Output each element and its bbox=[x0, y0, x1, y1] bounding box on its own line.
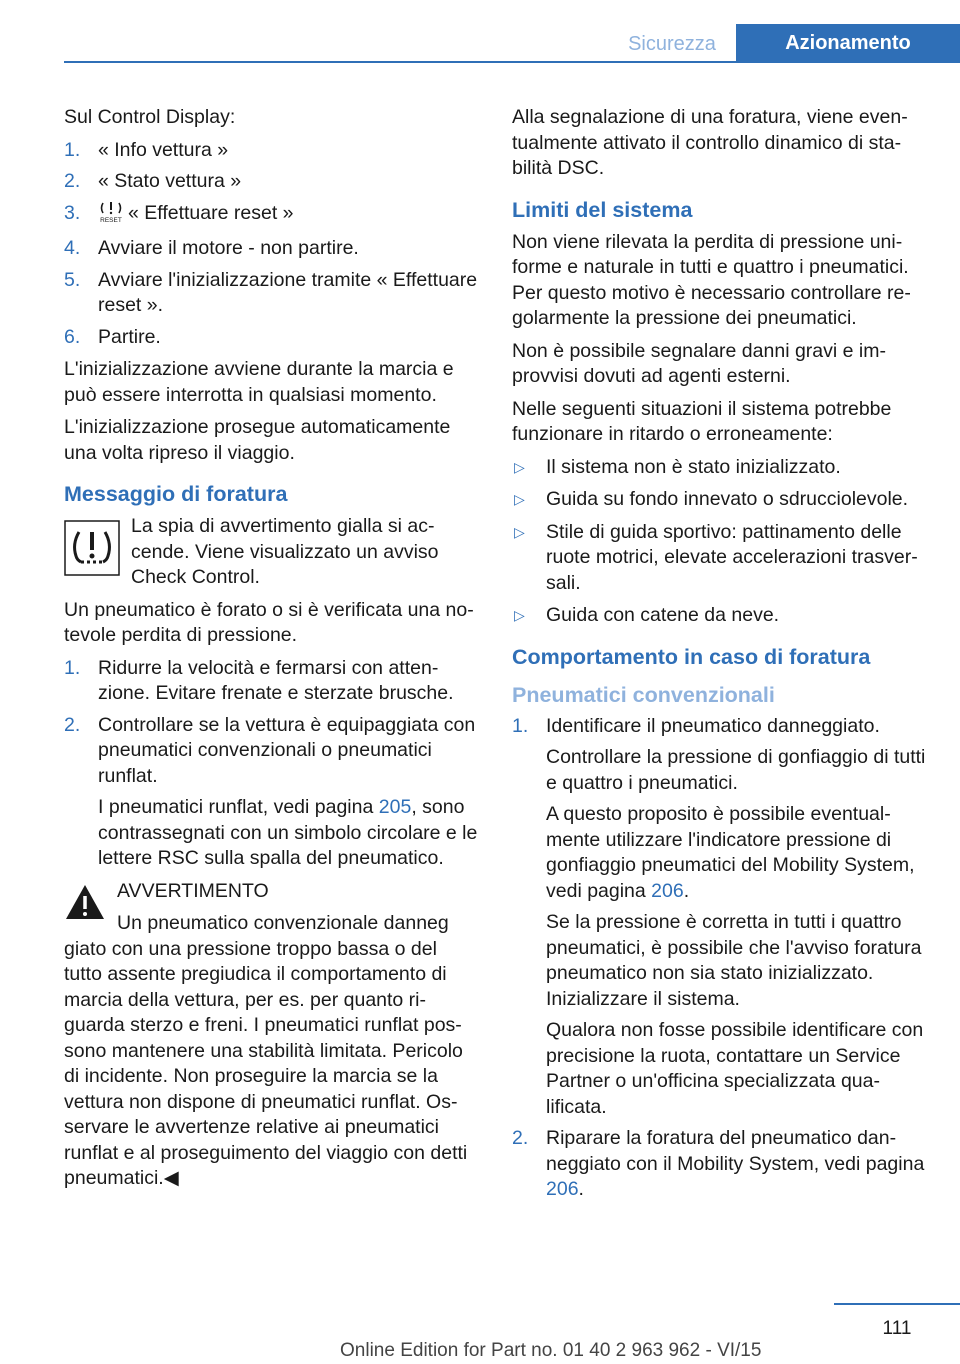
limits-list bbox=[512, 455, 928, 629]
paragraph: L'inizializzazione prosegue automaticamente una volta ripreso il viaggio. bbox=[64, 416, 451, 464]
warning-text-continued: giato con una pressione troppo bassa o del tutto assente pregiudica il comportamento di marcia della vettura, per es. per quanto riguarda sterzo e freni. I pneumatici runflat possono mantenere una stabilità limitata. Pericolo di incidente. Non proseguire la marcia se la vettura non dispone di pneumatici runflat. Osservare le avvertenze relative ai pneumatici runflat e al proseguimento del viaggio con detti pneumatici.◀ bbox=[64, 937, 468, 1189]
triangle-bullet-icon: ▷ bbox=[514, 607, 525, 623]
list-item: ▷ Guida con catene da neve. bbox=[512, 603, 928, 629]
list-item: 5. Avviare l'inizializzazione tramite « Effettuare reset ». bbox=[64, 268, 478, 316]
header-section-tab[interactable]: Sicurezza bbox=[628, 33, 716, 55]
section-heading: Comportamento in caso di foratura bbox=[512, 644, 871, 669]
warning-title: AVVERTIMENTO bbox=[117, 879, 269, 902]
list-item: 3. RESET « Effettuare reset » bbox=[64, 201, 480, 231]
warning-triangle-icon bbox=[64, 883, 106, 929]
paragraph: Non è possibile segnalare danni gravi e improvvisi dovuti ad agenti esterni. bbox=[512, 339, 886, 387]
list-item: 1. « Info vettura » bbox=[64, 138, 229, 161]
list-item: 6. Partire. bbox=[64, 325, 161, 348]
list-item: ▷ Guida su fondo innevato o sdrucciolevole. bbox=[512, 487, 928, 513]
warning-text: Un pneumatico convenzionale danneg bbox=[117, 912, 449, 934]
list-item: 2. Riparare la foratura del pneumatico danneggiato con il Mobility System, vedi pagina 206. bbox=[512, 1127, 925, 1200]
page-link[interactable]: 206 bbox=[651, 879, 684, 902]
warning-lamp-block bbox=[64, 514, 480, 591]
paragraph: Nelle seguenti situazioni il sistema potrebbe funzionare in ritardo o erroneamente: bbox=[512, 397, 892, 445]
footer-rule bbox=[834, 1303, 960, 1305]
list-item: ▷ Stile di guida sportivo: pattinamento delle ruote motrici, elevate accelerazioni trasversali. bbox=[514, 520, 918, 594]
subsection-heading: Pneumatici convenzionali bbox=[512, 682, 775, 707]
puncture-steps-list bbox=[64, 656, 480, 872]
paragraph: Non viene rilevata la perdita di pressione uniforme e naturale in tutti e quattro i pneumatici. Per questo motivo è necessario controllare regolarmente la pressione dei pneumatici. bbox=[512, 230, 911, 329]
paragraph: Alla segnalazione di una foratura, viene eventualmente attivato il controllo dinamico di stabilità DSC. bbox=[512, 106, 908, 179]
right-column bbox=[512, 105, 928, 1210]
section-heading: Limiti del sistema bbox=[512, 197, 693, 222]
list-item: 4. Avviare il motore - non partire. bbox=[64, 237, 359, 259]
tire-reset-icon bbox=[98, 201, 124, 231]
section-heading: Messaggio di foratura bbox=[64, 482, 288, 506]
edition-text: Online Edition for Part no. 01 40 2 963 962 - VI/15 bbox=[340, 1340, 762, 1361]
header-rule bbox=[64, 61, 960, 63]
svg-text:RESET: RESET bbox=[100, 216, 122, 223]
triangle-bullet-icon: ▷ bbox=[514, 523, 525, 540]
list-item: 2. Controllare se la vettura è equipaggiata con pneumatici convenzionali o pneumatici runflat. I pneumatici runflat, vedi pagina 205, sono contrassegnati con un simbolo circolare e le lettere RSC sulla spalla del pneumatico. bbox=[64, 713, 478, 869]
triangle-bullet-icon: ▷ bbox=[514, 491, 525, 507]
list-item: 1. Identificare il pneumatico danneggiato. Controllare la pressione di gonfiaggio di tutti e quattro i pneumatici. A questo proposito è possibile eventualmente utilizzare l'indicatore pressione di gonfiaggio pneumatici del Mobility System, vedi pagina 206. Se la pressione è corretta in tutti i quattro pneumatici, è possibile che l'avviso foratura pneumatico non sia stato inizializzato. Inizializzare il sistema. Qualora non fosse possibile identificare con precisione la ruota, contattare un Service Partner o un'officina specializzata qualificata. bbox=[512, 714, 926, 1118]
page-link[interactable]: 206 bbox=[546, 1178, 579, 1200]
page-number: 111 bbox=[882, 1318, 912, 1339]
paragraph: Un pneumatico è forato o si è verificata una notevole perdita di pressione. bbox=[64, 598, 474, 646]
list-item: 2. « Stato vettura » bbox=[64, 170, 242, 192]
paragraph: L'inizializzazione avviene durante la marcia e può essere interrotta in qualsiasi momento. bbox=[64, 358, 454, 406]
init-steps-list bbox=[64, 138, 480, 351]
list-item: ▷ Il sistema non è stato inizializzato. bbox=[512, 455, 928, 481]
list-item: 1. Ridurre la velocità e fermarsi con attenzione. Evitare frenate e sterzate brusche. bbox=[64, 656, 454, 704]
intro-text: Sul Control Display: bbox=[64, 106, 236, 128]
page-link[interactable]: 205 bbox=[378, 796, 412, 818]
left-column bbox=[64, 105, 480, 1199]
header-chapter-tab[interactable]: Azionamento bbox=[736, 24, 960, 62]
triangle-bullet-icon: ▷ bbox=[514, 458, 525, 475]
tire-pressure-warning-icon bbox=[64, 520, 120, 584]
repair-steps-list bbox=[512, 714, 928, 1203]
warning-block bbox=[64, 879, 480, 1192]
lamp-text: La spia di avvertimento gialla si accende. Viene visualizzato un avviso Check Control. bbox=[131, 515, 439, 588]
